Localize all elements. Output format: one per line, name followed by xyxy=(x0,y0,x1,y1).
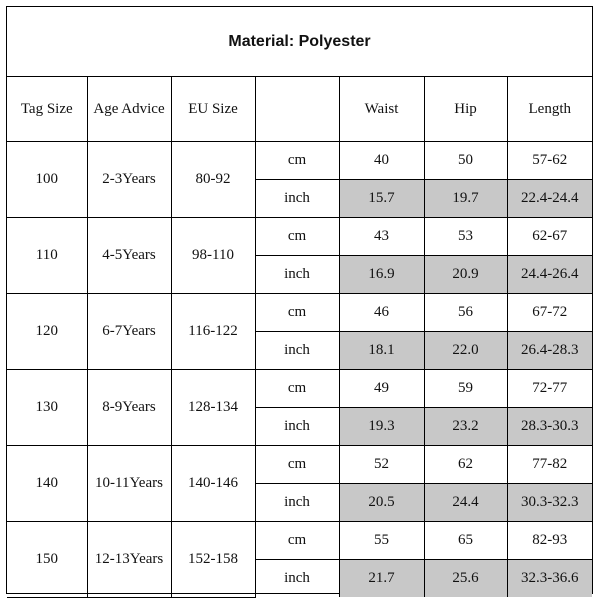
age-advice-cell: 4-5Years xyxy=(87,218,171,294)
table-row-cm xyxy=(7,370,592,408)
unit-inch-cell: inch xyxy=(255,484,339,522)
length-inch-cell: 26.4-28.3 xyxy=(507,332,592,370)
eu-size-cell: 116-122 xyxy=(171,294,255,370)
header-age-advice: Age Advice xyxy=(87,77,171,142)
tag-size-cell: 100 xyxy=(7,142,87,218)
length-inch-cell: 24.4-26.4 xyxy=(507,256,592,294)
header-waist: Waist xyxy=(339,77,424,142)
table-row-cm xyxy=(7,294,592,332)
waist-inch-cell: 20.5 xyxy=(339,484,424,522)
table-row-cm xyxy=(7,446,592,484)
header-row xyxy=(7,77,592,142)
table-body xyxy=(7,142,592,598)
eu-size-cell: 98-110 xyxy=(171,218,255,294)
unit-inch-cell: inch xyxy=(255,408,339,446)
age-advice-cell: 12-13Years xyxy=(87,522,171,598)
header-tag-size: Tag Size xyxy=(7,77,87,142)
hip-cm-cell: 53 xyxy=(424,218,507,256)
unit-inch-cell: inch xyxy=(255,560,339,598)
waist-inch-cell: 15.7 xyxy=(339,180,424,218)
hip-inch-cell: 22.0 xyxy=(424,332,507,370)
length-cm-cell: 67-72 xyxy=(507,294,592,332)
length-cm-cell: 62-67 xyxy=(507,218,592,256)
waist-inch-cell: 19.3 xyxy=(339,408,424,446)
header-eu-size: EU Size xyxy=(171,77,255,142)
table-row-cm xyxy=(7,218,592,256)
length-cm-cell: 77-82 xyxy=(507,446,592,484)
unit-cm-cell: cm xyxy=(255,218,339,256)
age-advice-cell: 8-9Years xyxy=(87,370,171,446)
eu-size-cell: 128-134 xyxy=(171,370,255,446)
header-unit xyxy=(255,77,339,142)
tag-size-cell: 130 xyxy=(7,370,87,446)
unit-inch-cell: inch xyxy=(255,332,339,370)
eu-size-cell: 140-146 xyxy=(171,446,255,522)
waist-cm-cell: 46 xyxy=(339,294,424,332)
chart-title: Material: Polyester xyxy=(7,7,592,77)
tag-size-cell: 120 xyxy=(7,294,87,370)
hip-inch-cell: 23.2 xyxy=(424,408,507,446)
age-advice-cell: 6-7Years xyxy=(87,294,171,370)
hip-cm-cell: 56 xyxy=(424,294,507,332)
size-chart xyxy=(6,6,593,594)
length-cm-cell: 72-77 xyxy=(507,370,592,408)
unit-cm-cell: cm xyxy=(255,522,339,560)
hip-cm-cell: 50 xyxy=(424,142,507,180)
hip-inch-cell: 25.6 xyxy=(424,560,507,598)
unit-inch-cell: inch xyxy=(255,256,339,294)
hip-cm-cell: 65 xyxy=(424,522,507,560)
hip-inch-cell: 20.9 xyxy=(424,256,507,294)
length-inch-cell: 28.3-30.3 xyxy=(507,408,592,446)
unit-cm-cell: cm xyxy=(255,370,339,408)
waist-inch-cell: 16.9 xyxy=(339,256,424,294)
length-cm-cell: 82-93 xyxy=(507,522,592,560)
hip-cm-cell: 62 xyxy=(424,446,507,484)
eu-size-cell: 80-92 xyxy=(171,142,255,218)
unit-cm-cell: cm xyxy=(255,142,339,180)
waist-cm-cell: 49 xyxy=(339,370,424,408)
hip-cm-cell: 59 xyxy=(424,370,507,408)
header-hip: Hip xyxy=(424,77,507,142)
length-inch-cell: 32.3-36.6 xyxy=(507,560,592,598)
waist-cm-cell: 52 xyxy=(339,446,424,484)
length-inch-cell: 30.3-32.3 xyxy=(507,484,592,522)
length-cm-cell: 57-62 xyxy=(507,142,592,180)
hip-inch-cell: 24.4 xyxy=(424,484,507,522)
table-row-cm xyxy=(7,142,592,180)
waist-cm-cell: 40 xyxy=(339,142,424,180)
unit-cm-cell: cm xyxy=(255,294,339,332)
waist-inch-cell: 21.7 xyxy=(339,560,424,598)
tag-size-cell: 140 xyxy=(7,446,87,522)
waist-inch-cell: 18.1 xyxy=(339,332,424,370)
hip-inch-cell: 19.7 xyxy=(424,180,507,218)
unit-inch-cell: inch xyxy=(255,180,339,218)
eu-size-cell: 152-158 xyxy=(171,522,255,598)
length-inch-cell: 22.4-24.4 xyxy=(507,180,592,218)
tag-size-cell: 150 xyxy=(7,522,87,598)
waist-cm-cell: 55 xyxy=(339,522,424,560)
age-advice-cell: 10-11Years xyxy=(87,446,171,522)
age-advice-cell: 2-3Years xyxy=(87,142,171,218)
waist-cm-cell: 43 xyxy=(339,218,424,256)
size-table xyxy=(7,77,592,598)
table-row-cm xyxy=(7,522,592,560)
unit-cm-cell: cm xyxy=(255,446,339,484)
header-length: Length xyxy=(507,77,592,142)
tag-size-cell: 110 xyxy=(7,218,87,294)
